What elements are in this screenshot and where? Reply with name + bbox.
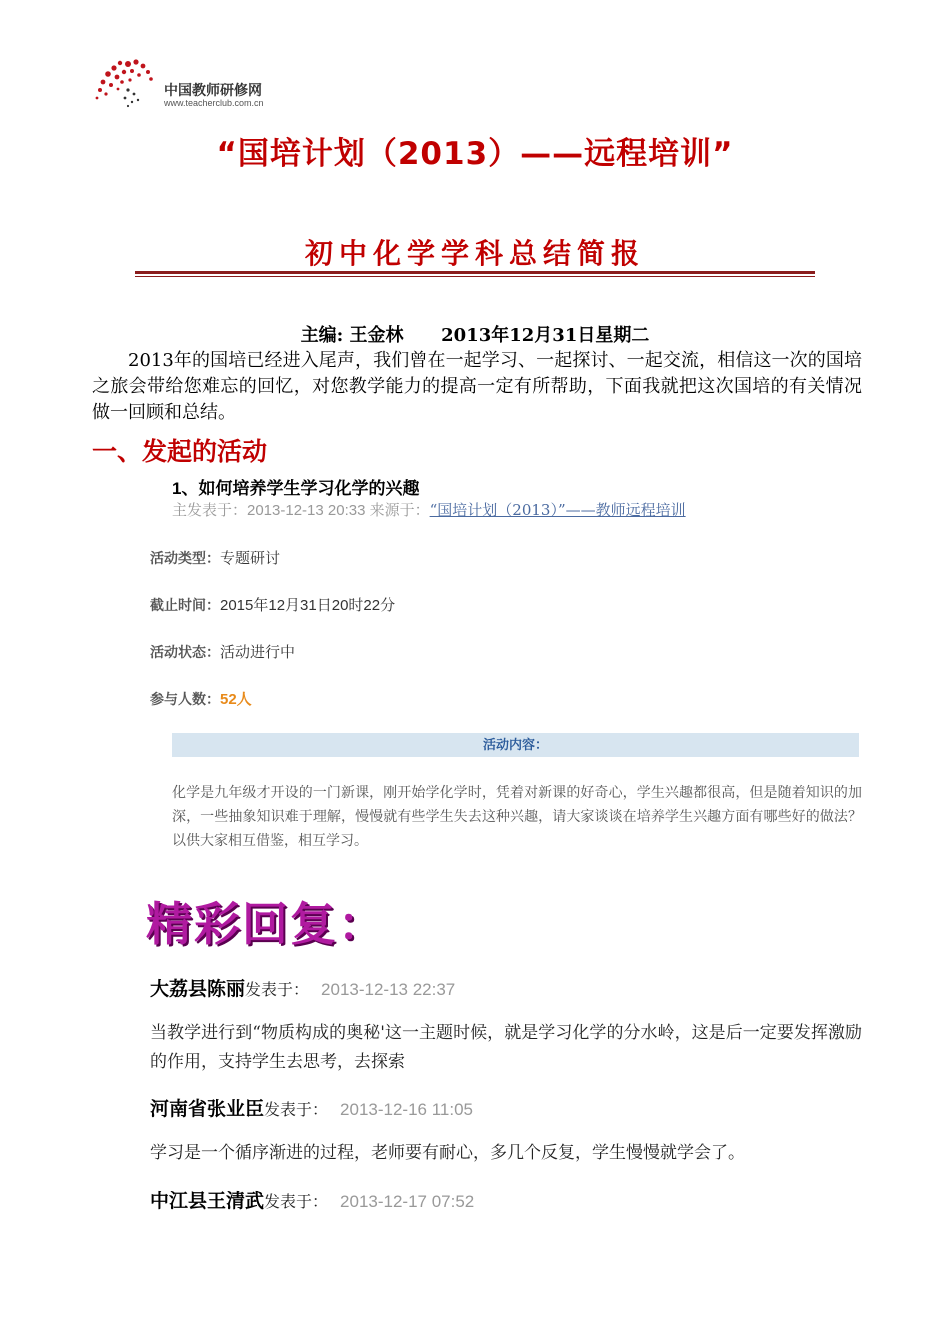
status-value: 活动进行中 <box>220 644 296 661</box>
reply-header <box>150 1094 473 1121</box>
reply-author: 河南省张业臣 <box>150 1098 265 1120</box>
reply-header <box>150 974 455 1001</box>
activity-source-link[interactable]: “国培计划（2013）”——教师远程培训 <box>429 501 686 519</box>
highlight-replies-heading: 精彩回复： <box>146 897 386 951</box>
activity-meta <box>172 499 686 520</box>
activity-meta-prefix: 主发表于：2013-12-13 20:33 来源于： <box>172 502 430 519</box>
reply-author: 大荔县陈丽 <box>150 978 246 1000</box>
participants-value: 52人 <box>220 691 252 708</box>
reply-text: 当教学进行到“物质构成的奥秘'这一主题时候，就是学习化学的分水岭，这是后一定要发挥激励的作用，支持学生去思考，去探索 <box>150 1023 862 1072</box>
logo-url: www.teacherclub.com.cn <box>164 98 264 108</box>
section-heading: 一、发起的活动 <box>92 437 268 466</box>
activity-content-bar: 活动内容： <box>172 733 859 757</box>
status-field <box>150 641 295 662</box>
page-title: “国培计划（2013）——远程培训” <box>216 136 734 172</box>
reply-time: 2013-12-16 11:05 <box>340 1100 473 1119</box>
deadline-field <box>150 594 395 615</box>
reply-time: 2013-12-17 07:52 <box>340 1192 475 1211</box>
page-subtitle: 初中化学学科总结简报 <box>304 237 645 270</box>
editor-line: 主编: 王金林 2013年12月31日星期二 <box>300 325 650 346</box>
activity-type-value: 专题研讨 <box>220 550 281 567</box>
deadline-value: 2015年12月31日20时22分 <box>220 597 396 614</box>
reply-posted-label: 发表于： <box>264 1192 329 1211</box>
status-label: 活动状态： <box>150 644 220 660</box>
reply-posted-label: 发表于： <box>264 1100 329 1119</box>
reply-text: 学习是一个循序渐进的过程，老师要有耐心，多几个反复，学生慢慢就学会了。 <box>150 1143 745 1163</box>
deadline-label: 截止时间： <box>150 597 220 613</box>
logo-flower-icon <box>88 54 164 116</box>
title-rule-thin <box>135 276 815 277</box>
title-rule-thick <box>135 271 815 274</box>
reply-posted-label: 发表于： <box>245 980 310 999</box>
reply-header <box>150 1186 474 1213</box>
activity-type-field <box>150 547 280 568</box>
activity-content-text: 化学是九年级才开设的一门新课，刚开始学化学时，凭着对新课的好奇心，学生兴趣都很高，但是随着知识的加深，一些抽象知识难于理解，慢慢就有些学生失去这种兴趣，请大家谈谈在培养学生兴趣方面有哪些好的做法？以供大家相互借鉴，相互学习。 <box>172 785 862 849</box>
participants-label: 参与人数： <box>150 691 220 707</box>
intro-paragraph: 2013年的国培已经进入尾声，我们曾在一起学习、一起探讨、一起交流，相信这一次的国培之旅会带给您难忘的回忆，对您教学能力的提高一定有所帮助，下面我就把这次国培的有关情况做一回顾和总结。 <box>92 350 862 423</box>
site-logo <box>88 54 318 116</box>
participants-field <box>150 688 252 709</box>
reply-author: 中江县王清武 <box>150 1190 265 1212</box>
activity-title: 1、如何培养学生学习化学的兴趣 <box>172 479 420 498</box>
logo-name: 中国教师研修网 <box>164 82 262 98</box>
activity-type-label: 活动类型： <box>150 550 220 566</box>
reply-time: 2013-12-13 22:37 <box>321 980 456 999</box>
